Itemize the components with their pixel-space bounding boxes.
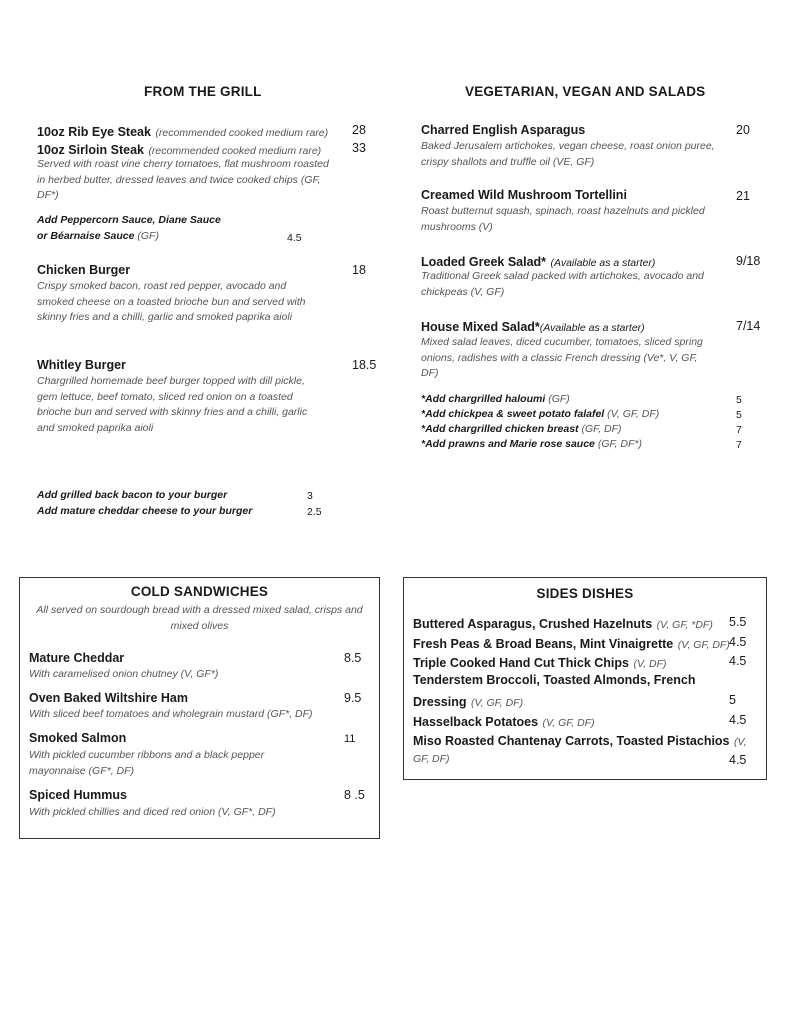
grill-heading: FROM THE GRILL — [144, 84, 262, 99]
sirloin-name: 10oz Sirloin Steak — [37, 143, 144, 157]
sandwich-name: Mature Cheddar — [29, 651, 125, 665]
bacon-addon-label: Add grilled back bacon to your burger — [37, 489, 228, 501]
house-salad-price: 7/14 — [736, 319, 761, 333]
ribeye-price: 28 — [352, 123, 366, 137]
sauce-addon-line2 — [37, 230, 159, 242]
salad-addon-note: (GF, DF*) — [597, 438, 642, 450]
salad-addon-note: (GF, DF) — [581, 423, 622, 435]
side-price: 5.5 — [729, 615, 747, 629]
sauce-addon-note: (GF) — [137, 230, 159, 242]
side-note: (V, GF, DF) — [677, 639, 730, 651]
side-name: Fresh Peas & Broad Beans, Mint Vinaigrette — [413, 637, 674, 651]
cheddar-addon-label: Add mature cheddar cheese to your burger — [37, 505, 253, 517]
sandwich-description: With sliced beef tomatoes and wholegrain mustard (GF*, DF) — [29, 708, 313, 720]
sandwich-name: Oven Baked Wiltshire Ham — [29, 691, 188, 705]
sandwich-price: 11 — [344, 733, 356, 745]
sauce-addon-label: or Béarnaise Sauce — [37, 230, 135, 242]
whitley-burger-name: Whitley Burger — [37, 358, 126, 372]
salad-addon-note: (GF) — [548, 393, 570, 405]
chicken-burger-name: Chicken Burger — [37, 263, 131, 277]
side-note: (V, GF, DF) — [542, 717, 595, 729]
side-item — [413, 732, 747, 750]
side-item — [413, 654, 667, 672]
tortellini-name: Creamed Wild Mushroom Tortellini — [421, 188, 627, 202]
side-note: (V, DF) — [633, 658, 667, 670]
side-name: Buttered Asparagus, Crushed Hazelnuts — [413, 617, 653, 631]
salad-addon-falafel — [421, 408, 659, 420]
side-name-continued: Dressing — [413, 695, 467, 709]
salad-addon-chicken — [421, 423, 622, 435]
salad-addon-price: 5 — [736, 409, 742, 421]
side-item — [413, 713, 595, 731]
side-note: (V, GF, *DF) — [656, 619, 713, 631]
salad-addon-label: *Add chickpea & sweet potato falafel — [421, 408, 605, 420]
ribeye-name: 10oz Rib Eye Steak — [37, 125, 151, 139]
greek-salad-description: Traditional Greek salad packed with artichokes, avocado and chickpeas (V, GF) — [421, 270, 704, 298]
sandwich-description: With pickled chillies and diced red onion (V, GF*, DF) — [29, 806, 276, 818]
greek-salad-note: (Available as a starter) — [550, 257, 656, 269]
salad-addon-price: 7 — [736, 424, 742, 436]
sandwich-price: 8.5 — [344, 651, 362, 665]
sides-box — [403, 577, 767, 780]
side-name: Tenderstem Broccoli, Toasted Almonds, French — [413, 673, 696, 687]
salad-addon-price: 7 — [736, 439, 742, 451]
side-price: 4.5 — [729, 753, 747, 767]
tortellini-price: 21 — [736, 189, 750, 203]
whitley-burger-price: 18.5 — [352, 358, 377, 372]
tortellini-description: Roast butternut squash, spinach, roast hazelnuts and pickled mushrooms (V) — [421, 205, 705, 233]
cold-sandwiches-box — [19, 577, 380, 839]
side-price: 4.5 — [729, 635, 747, 649]
sandwich-description: With caramelised onion chutney (V, GF*) — [29, 668, 219, 680]
salad-addon-price: 5 — [736, 394, 742, 406]
cheddar-addon-price: 2.5 — [307, 506, 322, 518]
side-note: (V, GF, DF) — [470, 697, 524, 709]
salad-addon-prawns — [421, 438, 642, 450]
sandwich-price: 9.5 — [344, 691, 362, 705]
chicken-burger-description: Crispy smoked bacon, roast red pepper, avocado and smoked cheese on a toasted brioche bun and served with skinny fries and a chilli, garlic and smoked paprika aioli — [37, 280, 306, 323]
salad-addon-label: *Add chargrilled haloumi — [421, 393, 546, 405]
side-name: Hasselback Potatoes — [413, 715, 539, 729]
ribeye-item — [37, 123, 328, 141]
side-note: (V, — [733, 736, 747, 748]
sauce-addon-price: 4.5 — [287, 232, 302, 244]
salad-addon-label: *Add chargrilled chicken breast — [421, 423, 579, 435]
chicken-burger-price: 18 — [352, 263, 366, 277]
salad-addon-label: *Add prawns and Marie rose sauce — [421, 438, 595, 450]
steak-description: Served with roast vine cherry tomatoes, flat mushroom roasted in herbed butter, dressed leaves and twice cooked chips (GF, DF*) — [37, 158, 329, 201]
side-price: 4.5 — [729, 654, 747, 668]
asparagus-price: 20 — [736, 123, 750, 137]
side-item — [413, 615, 713, 633]
side-item — [413, 693, 523, 711]
sandwiches-intro: All served on sourdough bread with a dressed mixed salad, crisps and mixed olives — [36, 604, 363, 632]
veg-heading: VEGETARIAN, VEGAN AND SALADS — [465, 84, 706, 99]
sandwich-description: With pickled cucumber ribbons and a black pepper mayonnaise (GF*, DF) — [29, 749, 265, 777]
side-name: Miso Roasted Chantenay Carrots, Toasted Pistachios — [413, 734, 730, 748]
side-price: 4.5 — [729, 713, 747, 727]
sandwich-name: Spiced Hummus — [29, 788, 127, 802]
salad-addon-haloumi — [421, 393, 570, 405]
sandwich-name: Smoked Salmon — [29, 731, 127, 745]
salad-addon-note: (V, GF, DF) — [607, 408, 660, 420]
side-note-continued: GF, DF) — [413, 753, 450, 765]
side-name: Triple Cooked Hand Cut Thick Chips — [413, 656, 629, 670]
sandwich-price: 8 .5 — [344, 788, 365, 802]
sandwiches-heading: COLD SANDWICHES — [130, 584, 269, 599]
sirloin-price: 33 — [352, 141, 366, 155]
greek-salad-name: Loaded Greek Salad* — [421, 255, 547, 269]
house-salad-description: Mixed salad leaves, diced cucumber, tomatoes, sliced spring onions, radishes with a classic French dressing (Ve*, V, GF, DF) — [421, 336, 703, 379]
house-salad-item — [421, 318, 645, 336]
house-salad-name: House Mixed Salad* — [421, 320, 540, 334]
bacon-addon-price: 3 — [307, 490, 313, 502]
whitley-burger-description: Chargrilled homemade beef burger topped with dill pickle, gem lettuce, beef tomato, sliced red onion on a toasted brioche bun and served with skinny fries and a chilli, garlic and smoked paprika aioli — [37, 375, 308, 434]
house-salad-note: (Available as a starter) — [539, 322, 645, 334]
side-item — [413, 635, 730, 653]
sauce-addon-line1: Add Peppercorn Sauce, Diane Sauce — [37, 214, 221, 226]
asparagus-name: Charred English Asparagus — [421, 123, 586, 137]
side-price: 5 — [729, 693, 736, 707]
ribeye-note: (recommended cooked medium rare) — [155, 127, 329, 139]
greek-salad-price: 9/18 — [736, 254, 761, 268]
asparagus-description: Baked Jerusalem artichokes, vegan cheese, roast onion puree, crispy shallots and truffle oil (VE, GF) — [421, 140, 715, 168]
sides-heading: SIDES DISHES — [536, 586, 634, 601]
sirloin-note: (recommended cooked medium rare) — [148, 145, 322, 157]
